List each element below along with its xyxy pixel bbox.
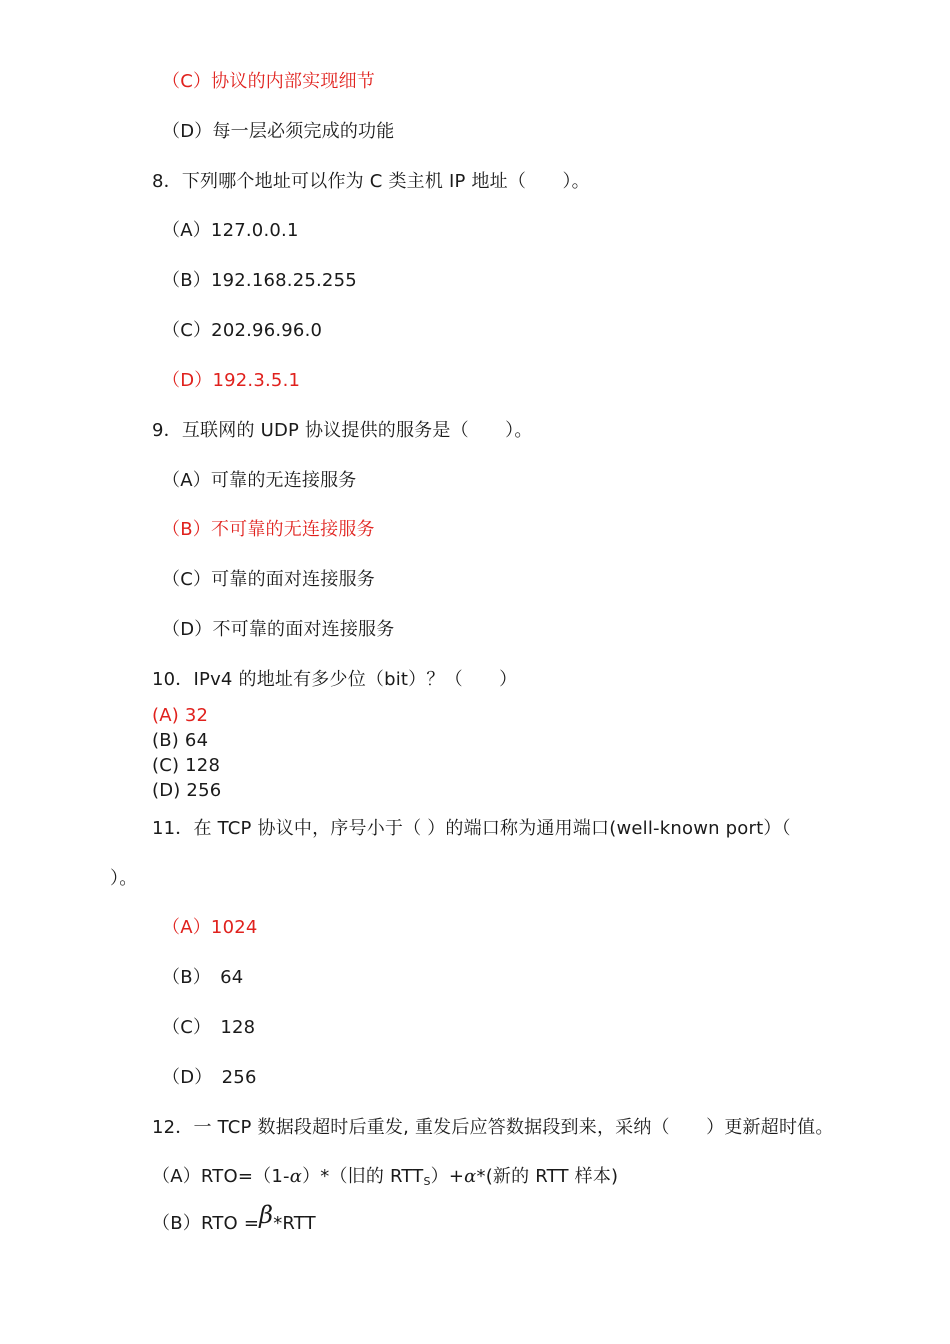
q10-question: 10．IPv4 的地址有多少位（bit）？（ ） <box>152 669 518 690</box>
q8-option-d: （D）192.3.5.1 <box>162 370 301 391</box>
q9-option-a: （A）可靠的无连接服务 <box>162 470 357 491</box>
q9-option-c: （C）可靠的面对连接服务 <box>162 569 375 590</box>
q12-question: 12．一 TCP 数据段超时后重发, 重发后应答数据段到来，采纳（ ）更新超时值。 <box>152 1117 834 1138</box>
q10-option-d: (D) 256 <box>152 780 222 801</box>
q12-option-a-prefix: （A）RTO=（1- <box>152 1166 290 1187</box>
q12-option-a <box>152 1165 618 1194</box>
q12-option-a-suffix: *(新的 RTT 样本) <box>476 1166 619 1187</box>
beta-symbol: β <box>259 1201 274 1229</box>
q10-option-c: (C) 128 <box>152 755 221 776</box>
q12-option-a-mid2: ）+ <box>430 1166 465 1187</box>
q12-option-b-suffix: *RTT <box>273 1213 316 1234</box>
q12-option-b-prefix: （B）RTO = <box>152 1213 260 1234</box>
q8-option-a: （A）127.0.0.1 <box>162 220 299 241</box>
q11-question-line1: 11．在 TCP 协议中，序号小于（ ）的端口称为通用端口(well-known port）（ <box>152 818 791 839</box>
q11-option-d: （D） 256 <box>162 1067 257 1088</box>
q12-option-a-mid: ）*（旧的 RTT <box>302 1166 424 1187</box>
q11-option-a: （A）1024 <box>162 917 258 938</box>
q8-option-c: （C）202.96.96.0 <box>162 320 323 341</box>
q7-option-c: （C）协议的内部实现细节 <box>162 71 375 92</box>
q10-option-a: (A) 32 <box>152 705 209 726</box>
q9-option-b: （B）不可靠的无连接服务 <box>162 519 375 540</box>
q11-option-b: （B） 64 <box>162 967 244 988</box>
q11-option-c: （C） 128 <box>162 1017 256 1038</box>
alpha-symbol: α <box>464 1166 477 1187</box>
q9-question: 9．互联网的 UDP 协议提供的服务是（ ）。 <box>152 420 533 441</box>
q9-option-d: （D）不可靠的面对连接服务 <box>162 619 395 640</box>
q12-option-a-subscript: S <box>423 1175 431 1188</box>
q12-option-b <box>152 1201 316 1236</box>
alpha-symbol: α <box>289 1166 303 1187</box>
q11-question-line2: ）。 <box>110 868 138 889</box>
q8-question: 8．下列哪个地址可以作为 C 类主机 IP 地址（ ）。 <box>152 171 590 192</box>
q10-option-b: (B) 64 <box>152 730 209 751</box>
q7-option-d: （D）每一层必须完成的功能 <box>162 121 395 142</box>
q8-option-b: （B）192.168.25.255 <box>162 270 357 291</box>
